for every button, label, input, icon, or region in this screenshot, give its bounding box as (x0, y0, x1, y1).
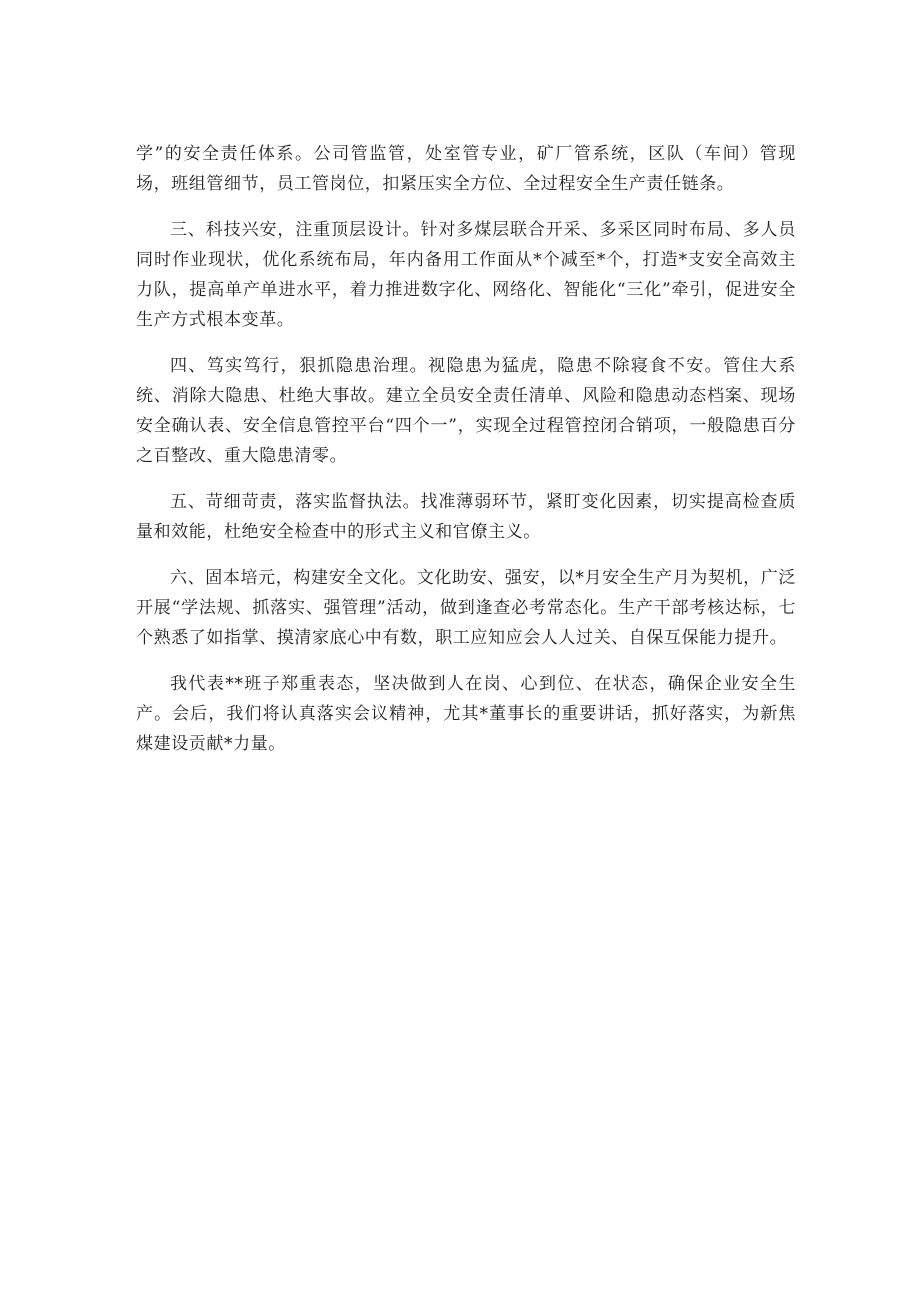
paragraph-section-six: 六、固本培元，构建安全文化。文化助安、强安，以*月安全生产月为契机，广泛开展“学法规、抓落实、强管理”活动，做到逢查必考常态化。生产干部考核达标，七个熟悉了如指掌、摸清家底心中有数，职工应知应会人人过关、自保互保能力提升。 (136, 568, 796, 648)
paragraph-section-four: 四、笃实笃行，狠抓隐患治理。视隐患为猛虎，隐患不除寝食不安。管住大系统、消除大隐患、杜绝大事故。建立全员安全责任清单、风险和隐患动态档案、现场安全确认表、安全信息管控平台“四个一”，实现全过程管控闭合销项，一般隐患百分之百整改、重大隐患清零。 (136, 356, 796, 466)
document-body (136, 139, 796, 775)
paragraph-continuation: 学”的安全责任体系。公司管监管，处室管专业，矿厂管系统，区队（车间）管现场，班组管细节，员工管岗位，扣紧压实全方位、全过程安全生产责任链条。 (136, 144, 796, 194)
paragraph-section-three: 三、科技兴安，注重顶层设计。针对多煤层联合开采、多采区同时布局、多人员同时作业现状，优化系统布局，年内备用工作面从*个减至*个，打造*支安全高效主力队，提高单产单进水平，着力推进数字化、网络化、智能化“三化”牵引，促进安全生产方式根本变革。 (136, 220, 796, 330)
paragraph-section-five: 五、苛细苛责，落实监督执法。找准薄弱环节，紧盯变化因素，切实提高检查质量和效能，杜绝安全检查中的形式主义和官僚主义。 (136, 492, 796, 542)
paragraph-closing-statement: 我代表**班子郑重表态，坚决做到人在岗、心到位、在状态，确保企业安全生产。会后，我们将认真落实会议精神，尤其*董事长的重要讲话，抓好落实，为新焦煤建设贡献*力量。 (136, 674, 796, 754)
